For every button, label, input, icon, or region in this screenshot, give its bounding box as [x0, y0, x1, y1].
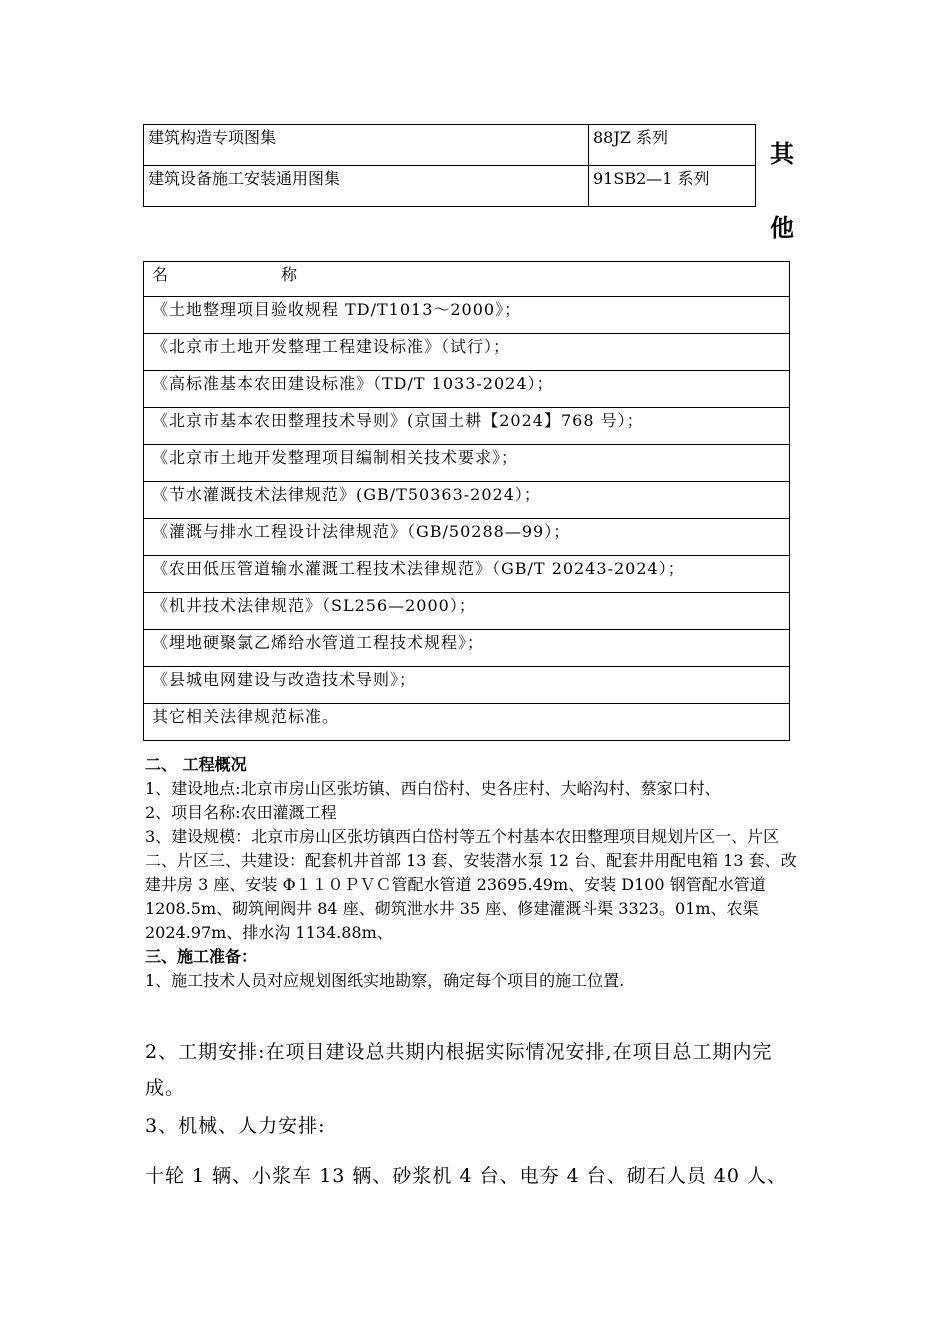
table-row [144, 371, 790, 408]
table-row [144, 593, 790, 630]
table-row [144, 704, 790, 741]
preparation-schedule: 2、工期安排:在项目建设总共期内根据实际情况安排,在项目总工期内完成。 [145, 1041, 773, 1099]
standard-item: 《农田低压管道输水灌溉工程技术法律规范》（GB/T 20243-2024）； [144, 556, 790, 593]
reference-atlas-table [143, 124, 756, 207]
standard-item: 《土地整理项目验收规程 TD/T1013～2000》； [144, 297, 790, 334]
header-label-a: 名 [152, 265, 170, 284]
standards-table [143, 261, 790, 741]
table-row [144, 408, 790, 445]
table-row [144, 297, 790, 334]
table-row [144, 630, 790, 667]
standard-item: 《北京市土地开发整理工程建设标准》（试行）； [144, 334, 790, 371]
standard-item: 《埋地硬聚氯乙烯给水管道工程技术规程》； [144, 630, 790, 667]
atlas-code-cell: 88JZ 系列 [589, 125, 756, 166]
section-heading-overview: 二、 工程概况 [145, 755, 247, 774]
standard-item: 其它相关法律规范标准。 [144, 704, 790, 741]
standard-item: 《节水灌溉技术法律规范》(GB/T50363-2024）； [144, 482, 790, 519]
atlas-name-cell: 建筑构造专项图集 [144, 125, 589, 166]
overview-project-name: 2、项目名称:农田灌溉工程 [145, 803, 337, 822]
preparation-resources-heading: 3、机械、人力安排: [145, 1115, 326, 1137]
overview-location: 1、建设地点:北京市房山区张坊镇、西白岱村、史各庄村、大峪沟村、蔡家口村、 [145, 779, 721, 798]
overview-scale: 3、建设规模：北京市房山区张坊镇西白岱村等五个村基本农田整理项目规划片区一、片区二、片区三、共建设：配套机井首部 13 套、安装潜水泵 12 台、配套井用配电箱 13 套、改建井房 3 座、安装 Φ１１０ＰＶＣ管配水管道 23695.49m、安装 D100 钢管配水管道 1208.5m、砌筑闸阀井 84 座、砌筑泄水井 35 座、修建灌溉斗渠 3323。01m、农渠 2024.97m、排水沟 1134.88m、 [145, 827, 797, 942]
project-overview-section [145, 753, 807, 993]
side-heading-char-1: 其 [770, 140, 794, 168]
table-row [144, 334, 790, 371]
table-row [144, 482, 790, 519]
section-heading-preparation: 三、施工准备： [145, 947, 258, 966]
atlas-code-cell: 91SB2—1 系列 [589, 166, 756, 207]
table-row [144, 445, 790, 482]
table-row [144, 125, 756, 166]
side-heading-char-2: 他 [770, 214, 794, 242]
table-header-row [144, 262, 790, 297]
table-row [144, 667, 790, 704]
standard-item: 《北京市土地开发整理项目编制相关技术要求》； [144, 445, 790, 482]
atlas-name-cell: 建筑设备施工安装通用图集 [144, 166, 589, 207]
standard-item: 《高标准基本农田建设标准》（TD/T 1033-2024）； [144, 371, 790, 408]
preparation-resources-list: 十轮 1 辆、小浆车 13 辆、砂浆机 4 台、电夯 4 台、砌石人员 40 人、 [145, 1165, 788, 1187]
table-row [144, 166, 756, 207]
table-row [144, 519, 790, 556]
standard-item: 《北京市基本农田整理技术导则》(京国土耕【2024】768 号）； [144, 408, 790, 445]
preparation-survey: 1、施工技术人员对应规划图纸实地勘察，确定每个项目的施工位置. [145, 971, 625, 990]
table-header-cell [144, 262, 790, 297]
standard-item: 《机井技术法律规范》（SL256—2000）； [144, 593, 790, 630]
header-label-b: 称 [281, 265, 299, 284]
standard-item: 《灌溉与排水工程设计法律规范》（GB/50288—99）； [144, 519, 790, 556]
table-row [144, 556, 790, 593]
standard-item: 《县城电网建设与改造技术导则》； [144, 667, 790, 704]
